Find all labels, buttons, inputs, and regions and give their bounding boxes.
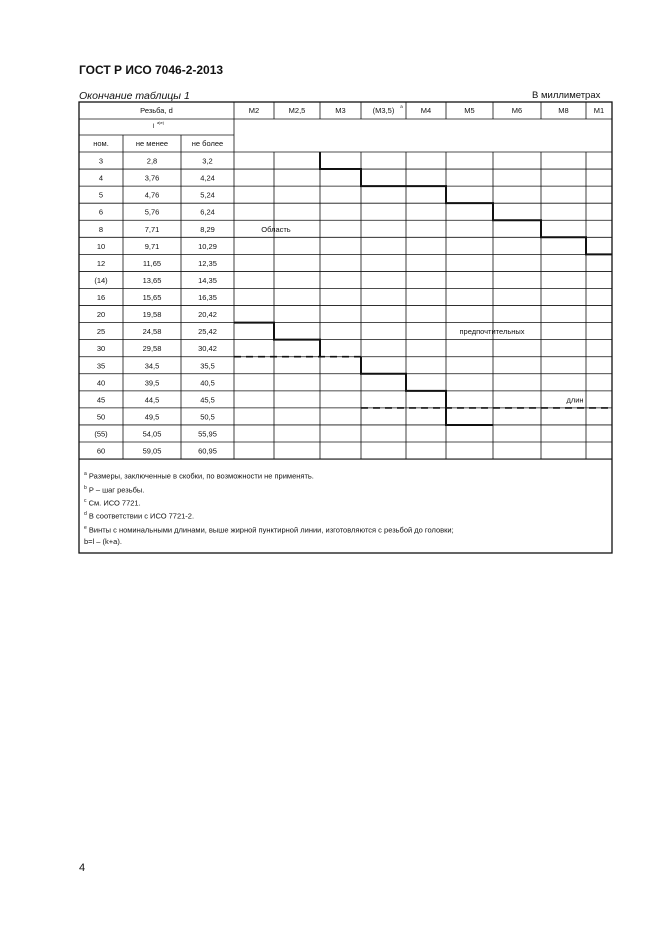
footnote-e-continued: b=l – (k+a).: [84, 537, 122, 546]
cell-max: 8,29: [200, 224, 215, 234]
cell-max: 4,24: [200, 173, 215, 183]
cell-nom: 60: [96, 446, 106, 456]
cell-max: 14,35: [198, 275, 217, 285]
cell-max: 20,42: [198, 310, 217, 320]
cell-min: 9,71: [144, 241, 160, 251]
table-caption: Окончание таблицы 1: [79, 90, 190, 102]
cell-min: 54,05: [142, 429, 162, 439]
cell-min: 11,65: [142, 258, 162, 268]
thread-size-8: M1: [593, 106, 605, 115]
footnote-a: $^a$ Размеры, заключенные в скобки, по возможности не применять.: [84, 471, 314, 481]
thread-size-3: (M3,5): [372, 106, 395, 115]
cell-nom: 25: [96, 327, 106, 337]
table-labels: [93, 104, 604, 456]
cell-min: 5,76: [144, 207, 160, 217]
cell-min: 29,58: [142, 344, 162, 354]
cell-min: 3,76: [144, 173, 160, 183]
cell-min: 13,65: [142, 275, 162, 285]
thread-size-5: M5: [464, 106, 475, 115]
label-area: Область: [261, 224, 291, 234]
cell-min: 15,65: [142, 293, 162, 303]
thread-size-4: M4: [420, 106, 432, 115]
cell-max: 5,24: [200, 190, 215, 200]
cell-nom: 3: [98, 156, 104, 166]
cell-nom: 30: [96, 344, 106, 354]
cell-nom: 16: [96, 293, 106, 303]
cell-max: 45,5: [200, 395, 215, 405]
cell-min: 59,05: [142, 446, 162, 456]
cell-nom: (14): [94, 275, 108, 285]
cell-min: 39,5: [144, 378, 160, 388]
thread-size-1: M2,5: [288, 106, 306, 115]
l-header: l: [152, 123, 155, 130]
thread-size-7: M8: [558, 106, 569, 115]
cell-min: 24,58: [142, 327, 162, 337]
col-nom-header: ном.: [93, 139, 109, 148]
cell-nom: 45: [96, 395, 106, 405]
cell-min: 49,5: [144, 412, 160, 422]
cell-max: 6,24: [200, 207, 215, 217]
thread-size-2: M3: [335, 106, 346, 115]
col-max-header: не более: [191, 139, 224, 148]
thread-header: Резьба, d: [140, 106, 173, 115]
label-preferred: предпочтительных: [459, 327, 525, 337]
footnote-b: $^b$ P – шаг резьбы.: [84, 485, 145, 495]
cell-min: 7,71: [144, 224, 160, 234]
cell-nom: 8: [98, 224, 104, 234]
cell-min: 2,8: [146, 156, 158, 166]
m35-footnote-mark: a: [400, 104, 403, 109]
label-lengths: длин: [566, 395, 584, 405]
cell-max: 16,35: [198, 293, 217, 303]
thread-size-0: M2: [248, 106, 260, 115]
cell-nom: 20: [96, 310, 106, 320]
cell-nom: 4: [98, 173, 104, 183]
page-number: 4: [79, 862, 86, 874]
cell-min: 19,58: [142, 310, 162, 320]
cell-max: 50,5: [200, 412, 215, 422]
cell-max: 12,35: [198, 258, 217, 268]
cell-nom: 10: [96, 241, 106, 251]
footnote-e: $^e$ Винты с номинальными длинами, выше жирной пунктирной линии, изготовляются с резьбой до головки;: [84, 525, 454, 535]
cell-max: 3,2: [202, 156, 213, 166]
cell-nom: 50: [96, 412, 106, 422]
cell-max: 60,95: [198, 446, 217, 456]
cell-nom: 40: [96, 378, 106, 388]
cell-nom: 5: [98, 190, 104, 200]
document-title: ГОСТ Р ИСО 7046-2-2013: [79, 63, 224, 77]
footnote-d: $^d$ В соответствии с ИСО 7721-2.: [84, 511, 195, 521]
l-header-sup: a)e): [156, 120, 165, 125]
cell-max: 25,42: [198, 327, 217, 337]
cell-min: 34,5: [144, 361, 160, 371]
cell-max: 30,42: [198, 344, 217, 354]
cell-nom: 35: [96, 361, 106, 371]
cell-max: 10,29: [198, 241, 217, 251]
cell-max: 55,95: [198, 429, 217, 439]
col-min-header: не менее: [135, 139, 169, 148]
cell-min: 4,76: [144, 190, 160, 200]
cell-nom: 12: [96, 258, 106, 268]
units-label: В миллиметрах: [532, 90, 601, 101]
footnote-c: $^c$ См. ИСО 7721.: [84, 498, 141, 508]
cell-max: 40,5: [200, 378, 215, 388]
thread-size-6: M6: [511, 106, 523, 115]
cell-max: 35,5: [200, 361, 215, 371]
cell-nom: 6: [98, 207, 104, 217]
cell-min: 44,5: [144, 395, 160, 405]
cell-nom: (55): [94, 429, 108, 439]
